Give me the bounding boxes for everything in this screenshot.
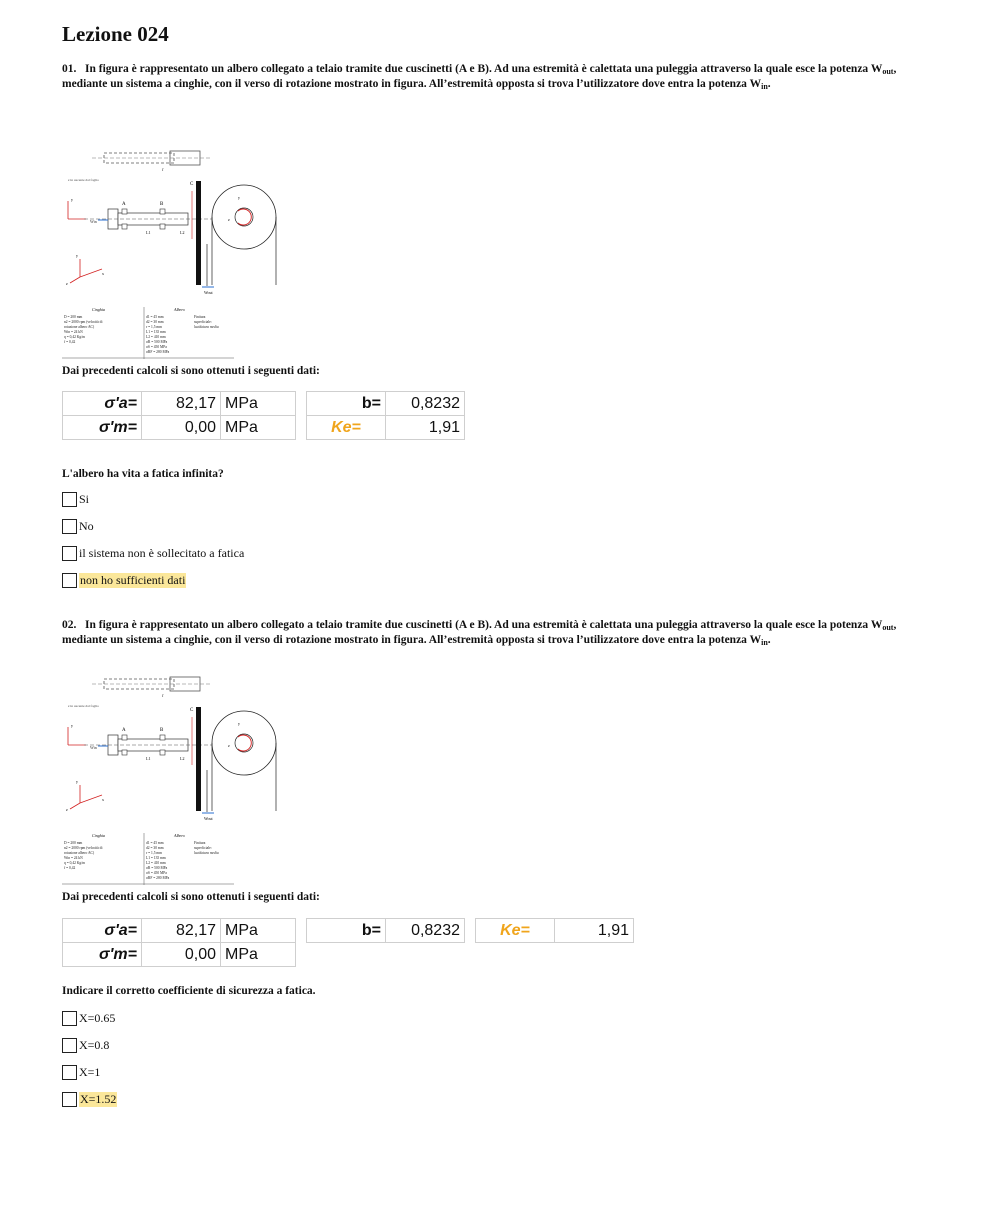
svg-text:superficiale:: superficiale: xyxy=(194,846,212,850)
shaft-figure-svg xyxy=(62,129,292,359)
fig-left-header: Cinghia xyxy=(92,833,105,838)
sigma-a-value: 82,17 xyxy=(142,919,221,943)
question-1-text: 01. In figura è rappresentato un albero collegato a telaio tramite due cuscinetti (A e B). Ad una estremità è calettata una puleggia attraverso la quale esce la potenza $W_{out}$, mediante un sistema a cinghie, con il verso di rotazione mostrato in figura. All’estremità opposta si trova l’utilizzatore dove entra la potenza $W_{in}$. xyxy=(62,63,897,91)
option-x-1-52[interactable] xyxy=(62,1086,117,1113)
svg-text:f = 0,42: f = 0,42 xyxy=(64,340,76,344)
b-symbol: b= xyxy=(307,392,386,416)
fig-label-win: Win xyxy=(90,219,97,224)
data-label-1: Dai precedenti calcoli si sono ottenuti i seguenti dati: xyxy=(62,365,320,377)
svg-text:σRF = 280 MPa: σRF = 280 MPa xyxy=(146,350,170,354)
svg-text:D = 200 mm: D = 200 mm xyxy=(64,315,83,319)
data-label-2: Dai precedenti calcoli si sono ottenuti i seguenti dati: xyxy=(62,891,320,903)
svg-text:lucidatura media: lucidatura media xyxy=(194,325,219,329)
fig-right-data xyxy=(194,841,219,855)
shaft-figure-svg xyxy=(62,655,292,885)
page xyxy=(62,22,942,1106)
svg-text:L2 = 410 mm: L2 = 410 mm xyxy=(146,861,166,865)
option-non-sollecitato[interactable]: il sistema non è sollecitato a fatica xyxy=(62,540,244,567)
fig-label-b: B xyxy=(160,202,164,207)
svg-text:z: z xyxy=(228,743,230,748)
checkbox[interactable] xyxy=(62,1011,77,1026)
b-symbol: b= xyxy=(307,919,386,943)
svg-text:d2 = 30 mm: d2 = 30 mm xyxy=(146,320,164,324)
svg-text:y: y xyxy=(76,779,78,784)
question-2-options xyxy=(62,1005,117,1113)
svg-text:f = 0,42: f = 0,42 xyxy=(64,866,76,870)
page-title: Lezione 024 xyxy=(62,22,169,46)
ke-value: 1,91 xyxy=(386,416,465,440)
svg-text:z: z xyxy=(66,807,68,812)
svg-text:y: y xyxy=(71,723,73,728)
fig-label-wout: Wout xyxy=(204,290,213,295)
sigma-a-symbol: σ'a= xyxy=(63,919,142,943)
option-non-ho-dati[interactable] xyxy=(62,567,244,594)
highlighted-answer: non ho sufficienti dati xyxy=(80,573,186,587)
svg-text:z: z xyxy=(228,217,230,222)
ke-symbol: Ke= xyxy=(476,919,555,943)
ke-value: 1,91 xyxy=(555,919,634,943)
svg-text:σR = 500 MPa: σR = 500 MPa xyxy=(146,866,168,870)
ke-symbol: Ke= xyxy=(307,416,386,440)
question-2-number: 02. xyxy=(62,619,77,631)
svg-text:d1 = 45 mm: d1 = 45 mm xyxy=(146,315,164,319)
svg-text:y: y xyxy=(71,197,73,202)
question-2-prompt: Indicare il corretto coefficiente di sicurezza a fatica. xyxy=(62,985,316,997)
svg-text:L1: L1 xyxy=(146,756,151,761)
svg-text:L2: L2 xyxy=(180,756,185,761)
fig-label-r: r xyxy=(162,694,164,699)
fig-left-data xyxy=(64,841,102,871)
sigma-m-value: 0,00 xyxy=(142,416,221,440)
sigma-m-unit: MPa xyxy=(221,416,296,440)
svg-text:D = 200 mm: D = 200 mm xyxy=(64,841,83,845)
option-x-0-65[interactable]: X=0.65 xyxy=(62,1005,117,1032)
svg-text:y: y xyxy=(76,253,78,258)
svg-text:σS = 450 MPa: σS = 450 MPa xyxy=(146,345,167,349)
svg-text:z: z xyxy=(66,281,68,286)
svg-text:y: y xyxy=(238,195,240,200)
sigma-m-unit: MPa xyxy=(221,943,296,967)
data-table-1 xyxy=(62,391,465,440)
checkbox[interactable] xyxy=(62,519,77,534)
checkbox[interactable] xyxy=(62,546,77,561)
svg-text:x: x xyxy=(102,271,104,276)
svg-text:q = 0,42 Kg/m: q = 0,42 Kg/m xyxy=(64,335,85,339)
highlighted-answer: X=1.52 xyxy=(80,1092,117,1106)
sigma-a-value: 82,17 xyxy=(142,392,221,416)
sigma-m-value: 0,00 xyxy=(142,943,221,967)
svg-text:σS = 450 MPa: σS = 450 MPa xyxy=(146,871,167,875)
checkbox[interactable] xyxy=(62,1065,77,1080)
fig-right-header: Albero xyxy=(174,833,185,838)
svg-text:L2 = 410 mm: L2 = 410 mm xyxy=(146,335,166,339)
fig-label-wout: Wout xyxy=(204,816,213,821)
checkbox[interactable] xyxy=(62,1092,77,1107)
svg-text:r = 1,5 mm: r = 1,5 mm xyxy=(146,851,163,855)
svg-text:x: x xyxy=(102,797,104,802)
fig-label-r: r xyxy=(162,168,164,173)
svg-text:superficiale:: superficiale: xyxy=(194,320,212,324)
svg-text:Win = 24 kN: Win = 24 kN xyxy=(64,856,83,860)
fig-left-data xyxy=(64,315,102,345)
checkbox[interactable] xyxy=(62,492,77,507)
svg-text:L2: L2 xyxy=(180,230,185,235)
fig-mid-data xyxy=(146,841,170,880)
sigma-a-unit: MPa xyxy=(221,392,296,416)
fig-label-a: A xyxy=(122,728,126,733)
svg-text:r = 1,5 mm: r = 1,5 mm xyxy=(146,325,163,329)
sigma-m-symbol: σ'm= xyxy=(63,416,142,440)
svg-text:Finitura: Finitura xyxy=(194,315,206,319)
svg-text:d2 = 30 mm: d2 = 30 mm xyxy=(146,846,164,850)
svg-text:n2 = 2000 rpm (velocità di: n2 = 2000 rpm (velocità di xyxy=(64,320,103,324)
fig-left-header: Cinghia xyxy=(92,307,105,312)
fig-note: z in uscente dal foglio xyxy=(68,704,99,708)
svg-text:Win = 24 kN: Win = 24 kN xyxy=(64,330,83,334)
question-1-prompt: L'albero ha vita a fatica infinita? xyxy=(62,468,224,480)
sigma-a-unit: MPa xyxy=(221,919,296,943)
data-table-2 xyxy=(62,918,634,967)
svg-text:rotazione albero AC): rotazione albero AC) xyxy=(64,851,95,855)
svg-text:L1 = 135 mm: L1 = 135 mm xyxy=(146,856,166,860)
question-2-text: 02. In figura è rappresentato un albero collegato a telaio tramite due cuscinetti (A e B). Ad una estremità è calettata una puleggia attraverso la quale esce la potenza $W_{out}$, mediante un sistema a cinghie, con il verso di rotazione mostrato in figura. All’estremità opposta si trova l’utilizzatore dove entra la potenza $W_{in}$. xyxy=(62,619,897,647)
option-x-1[interactable]: X=1 xyxy=(62,1059,117,1086)
option-x-0-8[interactable]: X=0.8 xyxy=(62,1032,117,1059)
fig-right-header: Albero xyxy=(174,307,185,312)
fig-label-c: C xyxy=(190,708,194,713)
checkbox[interactable] xyxy=(62,573,77,588)
question-1-options xyxy=(62,486,244,594)
fig-label-b: B xyxy=(160,728,164,733)
fig-mid-data xyxy=(146,315,170,354)
sigma-m-symbol: σ'm= xyxy=(63,943,142,967)
svg-text:Finitura: Finitura xyxy=(194,841,206,845)
sigma-a-symbol: σ'a= xyxy=(63,392,142,416)
checkbox[interactable] xyxy=(62,1038,77,1053)
svg-text:q = 0,42 Kg/m: q = 0,42 Kg/m xyxy=(64,861,85,865)
option-no[interactable]: No xyxy=(62,513,244,540)
b-value: 0,8232 xyxy=(386,392,465,416)
shaft-diagram-2 xyxy=(62,655,292,890)
question-1-number: 01. xyxy=(62,63,77,75)
fig-right-data xyxy=(194,315,219,329)
svg-text:d1 = 45 mm: d1 = 45 mm xyxy=(146,841,164,845)
svg-text:rotazione albero AC): rotazione albero AC) xyxy=(64,325,95,329)
svg-text:L1 = 135 mm: L1 = 135 mm xyxy=(146,330,166,334)
fig-label-a: A xyxy=(122,202,126,207)
fig-note: z in uscente dal foglio xyxy=(68,178,99,182)
svg-text:σR = 500 MPa: σR = 500 MPa xyxy=(146,340,168,344)
fig-label-win: Win xyxy=(90,745,97,750)
svg-text:σRF = 280 MPa: σRF = 280 MPa xyxy=(146,876,170,880)
svg-text:L1: L1 xyxy=(146,230,151,235)
shaft-diagram-1 xyxy=(62,129,292,364)
svg-text:lucidatura media: lucidatura media xyxy=(194,851,219,855)
svg-text:n2 = 2000 rpm (velocità di: n2 = 2000 rpm (velocità di xyxy=(64,846,103,850)
b-value: 0,8232 xyxy=(386,919,465,943)
option-si[interactable]: Si xyxy=(62,486,244,513)
svg-text:y: y xyxy=(238,721,240,726)
fig-label-c: C xyxy=(190,182,194,187)
